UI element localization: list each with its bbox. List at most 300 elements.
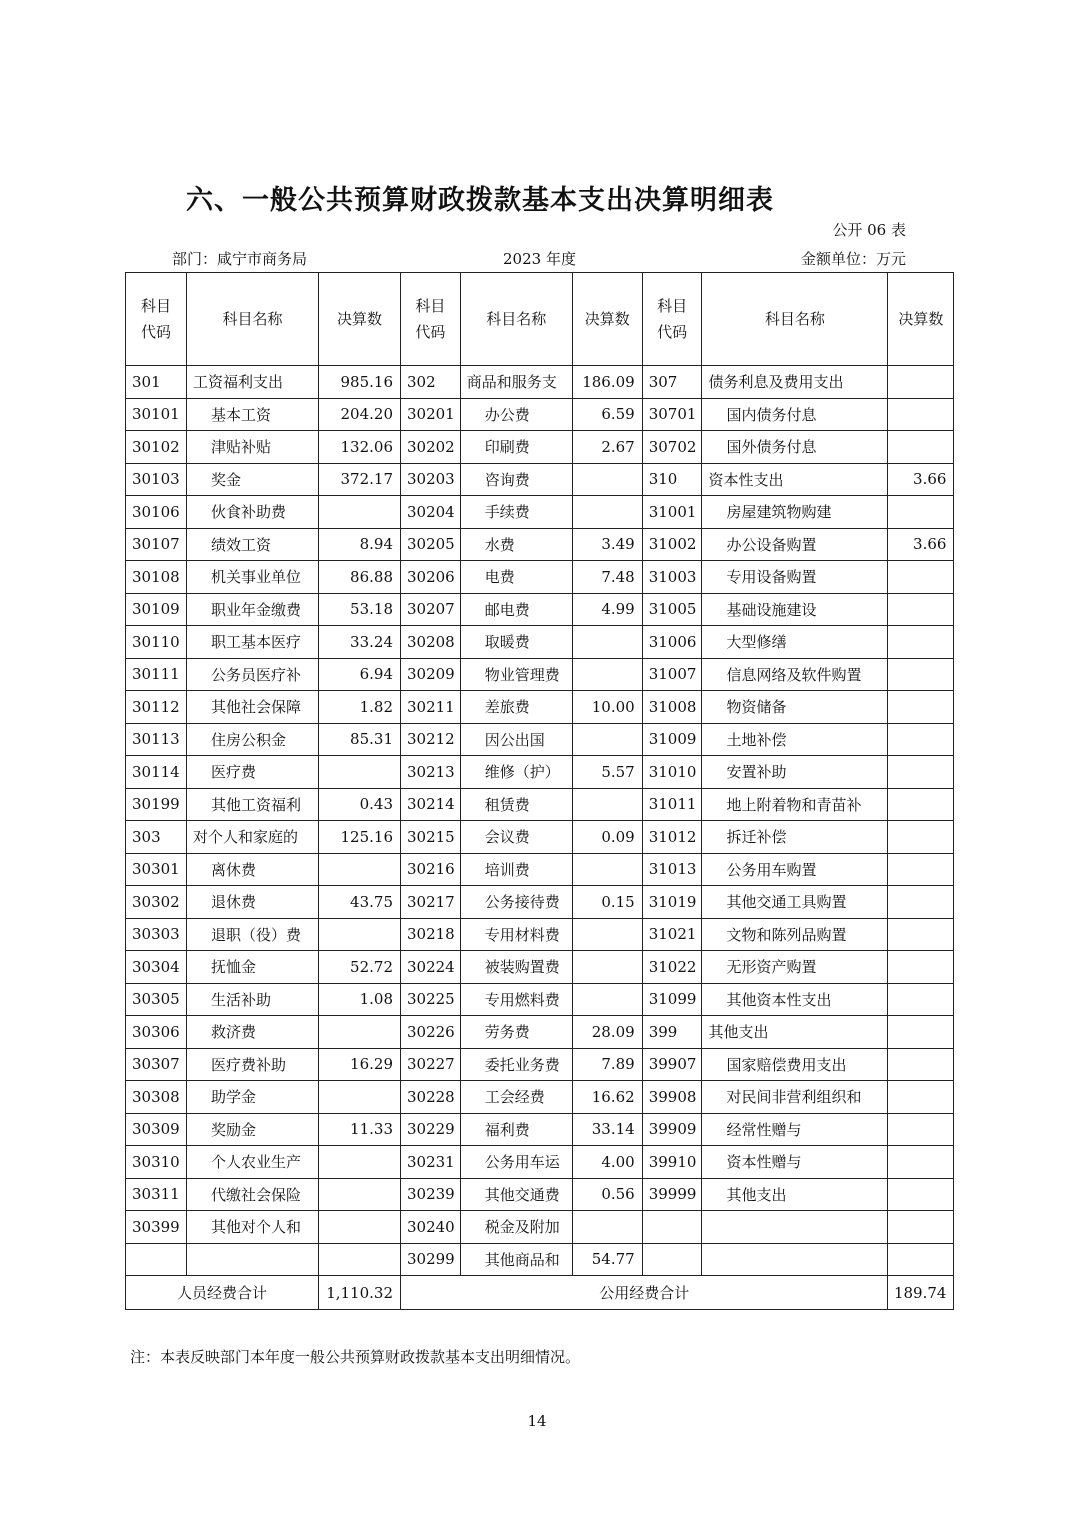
amount-cell: 3.66 [888, 463, 954, 496]
header-code: 科目 代码 [401, 273, 461, 366]
table-row [126, 593, 954, 626]
account-code-cell: 30201 [401, 398, 461, 431]
amount-cell: 5.57 [572, 756, 642, 789]
account-code-cell: 30240 [401, 1211, 461, 1244]
amount-cell [319, 918, 401, 951]
account-code-cell: 30208 [401, 626, 461, 659]
amount-cell [319, 1146, 401, 1179]
amount-cell: 10.00 [572, 691, 642, 724]
amount-cell [572, 983, 642, 1016]
account-code-cell: 301 [126, 366, 187, 399]
amount-cell [572, 951, 642, 984]
amount-cell: 204.20 [319, 398, 401, 431]
account-name-cell: 机关事业单位 [187, 561, 319, 594]
amount-cell [319, 1211, 401, 1244]
table-row [126, 528, 954, 561]
amount-cell [888, 691, 954, 724]
amount-unit: 金额单位：万元 [800, 250, 906, 268]
account-code-cell: 30202 [401, 431, 461, 464]
account-code-cell: 30302 [126, 886, 187, 919]
account-name-cell: 邮电费 [460, 593, 572, 626]
account-code-cell: 30226 [401, 1016, 461, 1049]
amount-cell: 3.66 [888, 528, 954, 561]
account-name-cell: 其他社会保障 [187, 691, 319, 724]
account-name-cell [187, 1243, 319, 1276]
account-code-cell: 31013 [642, 853, 702, 886]
amount-cell [888, 398, 954, 431]
amount-cell [888, 1113, 954, 1146]
amount-cell [319, 1178, 401, 1211]
page-title: 六、一般公共预算财政拨款基本支出决算明细表 [186, 185, 774, 216]
account-code-cell [642, 1211, 702, 1244]
account-name-cell: 职工基本医疗 [187, 626, 319, 659]
amount-cell: 86.88 [319, 561, 401, 594]
account-code-cell: 30203 [401, 463, 461, 496]
account-code-cell: 30101 [126, 398, 187, 431]
account-code-cell: 31008 [642, 691, 702, 724]
amount-cell [888, 1146, 954, 1179]
account-code-cell: 30207 [401, 593, 461, 626]
account-name-cell: 绩效工资 [187, 528, 319, 561]
account-code-cell: 30399 [126, 1211, 187, 1244]
account-code-cell [126, 1243, 187, 1276]
account-name-cell: 其他工资福利 [187, 788, 319, 821]
table-row [126, 951, 954, 984]
amount-cell: 0.15 [572, 886, 642, 919]
account-name-cell: 对个人和家庭的 [187, 821, 319, 854]
account-name-cell: 其他商品和 [460, 1243, 572, 1276]
header-amount: 决算数 [319, 273, 401, 366]
table-row [126, 918, 954, 951]
account-name-cell: 水费 [460, 528, 572, 561]
account-name-cell [702, 1243, 888, 1276]
account-name-cell: 国内债务付息 [702, 398, 888, 431]
table-row [126, 788, 954, 821]
account-code-cell: 30229 [401, 1113, 461, 1146]
account-name-cell: 商品和服务支 [460, 366, 572, 399]
amount-cell [888, 1243, 954, 1276]
account-code-cell: 31012 [642, 821, 702, 854]
amount-cell: 7.48 [572, 561, 642, 594]
amount-cell: 0.43 [319, 788, 401, 821]
fiscal-year: 2023 年度 [503, 250, 576, 268]
table-row [126, 398, 954, 431]
account-code-cell: 30217 [401, 886, 461, 919]
account-name-cell: 助学金 [187, 1081, 319, 1114]
account-code-cell: 30213 [401, 756, 461, 789]
account-code-cell: 302 [401, 366, 461, 399]
table-row [126, 821, 954, 854]
account-code-cell: 30309 [126, 1113, 187, 1146]
account-name-cell: 因公出国 [460, 723, 572, 756]
account-code-cell: 39907 [642, 1048, 702, 1081]
account-name-cell: 文物和陈列品购置 [702, 918, 888, 951]
totals-row [126, 1276, 954, 1310]
account-name-cell: 资本性赠与 [702, 1146, 888, 1179]
account-code-cell: 30702 [642, 431, 702, 464]
account-code-cell: 31011 [642, 788, 702, 821]
account-code-cell: 30308 [126, 1081, 187, 1114]
account-name-cell: 救济费 [187, 1016, 319, 1049]
account-name-cell: 基础设施建设 [702, 593, 888, 626]
amount-cell: 3.49 [572, 528, 642, 561]
amount-cell [888, 1016, 954, 1049]
account-name-cell: 物业管理费 [460, 658, 572, 691]
amount-cell: 43.75 [319, 886, 401, 919]
account-code-cell: 30205 [401, 528, 461, 561]
account-name-cell: 津贴补贴 [187, 431, 319, 464]
amount-cell: 1.08 [319, 983, 401, 1016]
amount-cell [888, 918, 954, 951]
account-code-cell: 30701 [642, 398, 702, 431]
account-code-cell: 31002 [642, 528, 702, 561]
account-name-cell: 住房公积金 [187, 723, 319, 756]
table-row [126, 756, 954, 789]
amount-cell: 4.99 [572, 593, 642, 626]
account-name-cell: 拆迁补偿 [702, 821, 888, 854]
account-name-cell: 维修（护） [460, 756, 572, 789]
table-row [126, 983, 954, 1016]
account-code-cell: 30199 [126, 788, 187, 821]
account-name-cell: 基本工资 [187, 398, 319, 431]
table-row [126, 1243, 954, 1276]
amount-cell [319, 853, 401, 886]
account-code-cell: 31010 [642, 756, 702, 789]
account-code-cell: 31001 [642, 496, 702, 529]
table-row [126, 658, 954, 691]
account-code-cell: 30110 [126, 626, 187, 659]
header-name: 科目名称 [702, 273, 888, 366]
table-row [126, 366, 954, 399]
amount-cell: 16.62 [572, 1081, 642, 1114]
amount-cell [888, 723, 954, 756]
amount-cell [572, 1211, 642, 1244]
amount-cell [319, 756, 401, 789]
account-name-cell: 公务员医疗补 [187, 658, 319, 691]
table-number: 公开 06 表 [832, 221, 906, 239]
public-total-label: 公用经费合计 [401, 1276, 888, 1310]
account-name-cell: 公务用车运 [460, 1146, 572, 1179]
amount-cell [888, 593, 954, 626]
amount-cell [319, 1016, 401, 1049]
amount-cell [572, 918, 642, 951]
account-name-cell: 医疗费 [187, 756, 319, 789]
account-code-cell: 30209 [401, 658, 461, 691]
account-code-cell: 31009 [642, 723, 702, 756]
amount-cell: 186.09 [572, 366, 642, 399]
account-code-cell: 30306 [126, 1016, 187, 1049]
amount-cell: 2.67 [572, 431, 642, 464]
account-code-cell: 30215 [401, 821, 461, 854]
amount-cell [572, 723, 642, 756]
table-row [126, 853, 954, 886]
account-code-cell: 30108 [126, 561, 187, 594]
account-code-cell: 30225 [401, 983, 461, 1016]
amount-cell: 33.14 [572, 1113, 642, 1146]
account-code-cell: 39909 [642, 1113, 702, 1146]
account-code-cell: 303 [126, 821, 187, 854]
amount-cell: 985.16 [319, 366, 401, 399]
amount-cell [888, 853, 954, 886]
account-code-cell: 307 [642, 366, 702, 399]
account-name-cell: 劳务费 [460, 1016, 572, 1049]
account-name-cell: 其他支出 [702, 1178, 888, 1211]
amount-cell: 1.82 [319, 691, 401, 724]
account-code-cell: 30228 [401, 1081, 461, 1114]
amount-cell [888, 496, 954, 529]
account-code-cell: 30204 [401, 496, 461, 529]
amount-cell: 28.09 [572, 1016, 642, 1049]
table-row [126, 1178, 954, 1211]
account-code-cell: 31005 [642, 593, 702, 626]
department-label: 部门：咸宁市商务局 [172, 250, 308, 268]
account-name-cell: 印刷费 [460, 431, 572, 464]
amount-cell: 85.31 [319, 723, 401, 756]
table-row [126, 463, 954, 496]
account-code-cell: 30103 [126, 463, 187, 496]
account-name-cell: 职业年金缴费 [187, 593, 319, 626]
account-code-cell: 30107 [126, 528, 187, 561]
account-name-cell: 公务接待费 [460, 886, 572, 919]
amount-cell: 52.72 [319, 951, 401, 984]
account-name-cell: 其他资本性支出 [702, 983, 888, 1016]
account-name-cell: 工会经费 [460, 1081, 572, 1114]
account-name-cell: 取暖费 [460, 626, 572, 659]
account-name-cell: 专用设备购置 [702, 561, 888, 594]
account-name-cell: 退职（役）费 [187, 918, 319, 951]
amount-cell [888, 983, 954, 1016]
amount-cell: 6.94 [319, 658, 401, 691]
table-row [126, 886, 954, 919]
amount-cell [572, 658, 642, 691]
account-code-cell: 31019 [642, 886, 702, 919]
amount-cell [319, 1243, 401, 1276]
amount-cell [572, 463, 642, 496]
account-code-cell: 30310 [126, 1146, 187, 1179]
account-code-cell: 31099 [642, 983, 702, 1016]
account-name-cell: 信息网络及软件购置 [702, 658, 888, 691]
account-name-cell: 对民间非营利组织和 [702, 1081, 888, 1114]
account-name-cell: 国家赔偿费用支出 [702, 1048, 888, 1081]
account-name-cell: 退休费 [187, 886, 319, 919]
amount-cell: 0.09 [572, 821, 642, 854]
amount-cell: 372.17 [319, 463, 401, 496]
amount-cell: 6.59 [572, 398, 642, 431]
amount-cell [888, 658, 954, 691]
account-name-cell: 伙食补助费 [187, 496, 319, 529]
amount-cell [888, 431, 954, 464]
amount-cell: 7.89 [572, 1048, 642, 1081]
table-row [126, 431, 954, 464]
account-name-cell [702, 1211, 888, 1244]
account-code-cell: 30231 [401, 1146, 461, 1179]
amount-cell: 132.06 [319, 431, 401, 464]
account-name-cell: 办公设备购置 [702, 528, 888, 561]
amount-cell [888, 1081, 954, 1114]
account-code-cell: 399 [642, 1016, 702, 1049]
account-name-cell: 抚恤金 [187, 951, 319, 984]
amount-cell [888, 366, 954, 399]
account-name-cell: 咨询费 [460, 463, 572, 496]
account-code-cell: 30216 [401, 853, 461, 886]
account-code-cell: 31007 [642, 658, 702, 691]
account-name-cell: 租赁费 [460, 788, 572, 821]
table-row [126, 1146, 954, 1179]
account-code-cell: 30212 [401, 723, 461, 756]
account-code-cell: 30114 [126, 756, 187, 789]
account-name-cell: 奖金 [187, 463, 319, 496]
table-row [126, 1016, 954, 1049]
account-name-cell: 物资储备 [702, 691, 888, 724]
amount-cell: 125.16 [319, 821, 401, 854]
amount-cell [572, 496, 642, 529]
amount-cell: 0.56 [572, 1178, 642, 1211]
amount-cell [319, 496, 401, 529]
account-code-cell: 30109 [126, 593, 187, 626]
account-name-cell: 房屋建筑物购建 [702, 496, 888, 529]
amount-cell: 4.00 [572, 1146, 642, 1179]
header-name: 科目名称 [187, 273, 319, 366]
amount-cell: 54.77 [572, 1243, 642, 1276]
account-code-cell: 30311 [126, 1178, 187, 1211]
account-name-cell: 委托业务费 [460, 1048, 572, 1081]
account-code-cell: 31021 [642, 918, 702, 951]
personnel-total-label: 人员经费合计 [126, 1276, 319, 1310]
header-name: 科目名称 [460, 273, 572, 366]
account-name-cell: 生活补助 [187, 983, 319, 1016]
account-code-cell: 30299 [401, 1243, 461, 1276]
table-header-row [126, 273, 954, 366]
table-row [126, 561, 954, 594]
account-code-cell [642, 1243, 702, 1276]
account-code-cell: 30102 [126, 431, 187, 464]
account-name-cell: 专用燃料费 [460, 983, 572, 1016]
amount-cell [888, 756, 954, 789]
account-code-cell: 30307 [126, 1048, 187, 1081]
account-code-cell: 39999 [642, 1178, 702, 1211]
account-code-cell: 31003 [642, 561, 702, 594]
account-name-cell: 专用材料费 [460, 918, 572, 951]
account-name-cell: 其他交通工具购置 [702, 886, 888, 919]
account-code-cell: 30206 [401, 561, 461, 594]
account-name-cell: 工资福利支出 [187, 366, 319, 399]
personnel-total-value: 1,110.32 [319, 1276, 401, 1310]
account-name-cell: 手续费 [460, 496, 572, 529]
account-code-cell: 31006 [642, 626, 702, 659]
account-name-cell: 办公费 [460, 398, 572, 431]
page-number: 14 [527, 1412, 547, 1430]
header-code: 科目 代码 [642, 273, 702, 366]
account-code-cell: 30303 [126, 918, 187, 951]
account-code-cell: 39910 [642, 1146, 702, 1179]
account-name-cell: 医疗费补助 [187, 1048, 319, 1081]
account-name-cell: 电费 [460, 561, 572, 594]
account-code-cell: 31022 [642, 951, 702, 984]
account-name-cell: 会议费 [460, 821, 572, 854]
account-name-cell: 其他支出 [702, 1016, 888, 1049]
account-code-cell: 30304 [126, 951, 187, 984]
header-code: 科目 代码 [126, 273, 187, 366]
account-code-cell: 30106 [126, 496, 187, 529]
amount-cell [888, 951, 954, 984]
amount-cell: 53.18 [319, 593, 401, 626]
header-amount: 决算数 [888, 273, 954, 366]
amount-cell [888, 821, 954, 854]
amount-cell [888, 1048, 954, 1081]
account-name-cell: 国外债务付息 [702, 431, 888, 464]
account-code-cell: 30224 [401, 951, 461, 984]
account-code-cell: 30227 [401, 1048, 461, 1081]
account-code-cell: 30301 [126, 853, 187, 886]
table-body [126, 366, 954, 1276]
amount-cell [319, 1081, 401, 1114]
account-name-cell: 公务用车购置 [702, 853, 888, 886]
account-name-cell: 无形资产购置 [702, 951, 888, 984]
table-row [126, 496, 954, 529]
account-name-cell: 安置补助 [702, 756, 888, 789]
amount-cell [888, 1211, 954, 1244]
account-code-cell: 310 [642, 463, 702, 496]
amount-cell [888, 561, 954, 594]
account-code-cell: 30112 [126, 691, 187, 724]
table-row [126, 626, 954, 659]
account-code-cell: 30239 [401, 1178, 461, 1211]
account-name-cell: 地上附着物和青苗补 [702, 788, 888, 821]
account-name-cell: 债务利息及费用支出 [702, 366, 888, 399]
amount-cell [572, 853, 642, 886]
amount-cell [888, 788, 954, 821]
amount-cell [572, 788, 642, 821]
account-name-cell: 奖励金 [187, 1113, 319, 1146]
table-row [126, 691, 954, 724]
account-name-cell: 代缴社会保险 [187, 1178, 319, 1211]
account-name-cell: 其他对个人和 [187, 1211, 319, 1244]
table-row [126, 1081, 954, 1114]
table-row [126, 723, 954, 756]
account-code-cell: 39908 [642, 1081, 702, 1114]
account-code-cell: 30211 [401, 691, 461, 724]
account-code-cell: 30214 [401, 788, 461, 821]
account-name-cell: 培训费 [460, 853, 572, 886]
table-note: 注：本表反映部门本年度一般公共预算财政拨款基本支出明细情况。 [130, 1348, 581, 1366]
account-name-cell: 个人农业生产 [187, 1146, 319, 1179]
amount-cell: 33.24 [319, 626, 401, 659]
table-row [126, 1113, 954, 1146]
account-code-cell: 30113 [126, 723, 187, 756]
amount-cell: 16.29 [319, 1048, 401, 1081]
account-name-cell: 差旅费 [460, 691, 572, 724]
account-name-cell: 大型修缮 [702, 626, 888, 659]
account-code-cell: 30111 [126, 658, 187, 691]
amount-cell: 11.33 [319, 1113, 401, 1146]
account-code-cell: 30305 [126, 983, 187, 1016]
header-amount: 决算数 [572, 273, 642, 366]
public-total-value: 189.74 [888, 1276, 954, 1310]
account-name-cell: 其他交通费 [460, 1178, 572, 1211]
account-name-cell: 离休费 [187, 853, 319, 886]
amount-cell: 8.94 [319, 528, 401, 561]
account-name-cell: 土地补偿 [702, 723, 888, 756]
account-name-cell: 被装购置费 [460, 951, 572, 984]
account-name-cell: 福利费 [460, 1113, 572, 1146]
amount-cell [888, 886, 954, 919]
amount-cell [572, 626, 642, 659]
account-name-cell: 经常性赠与 [702, 1113, 888, 1146]
expenditure-table [125, 272, 954, 1310]
account-name-cell: 资本性支出 [702, 463, 888, 496]
table-row [126, 1211, 954, 1244]
amount-cell [888, 626, 954, 659]
